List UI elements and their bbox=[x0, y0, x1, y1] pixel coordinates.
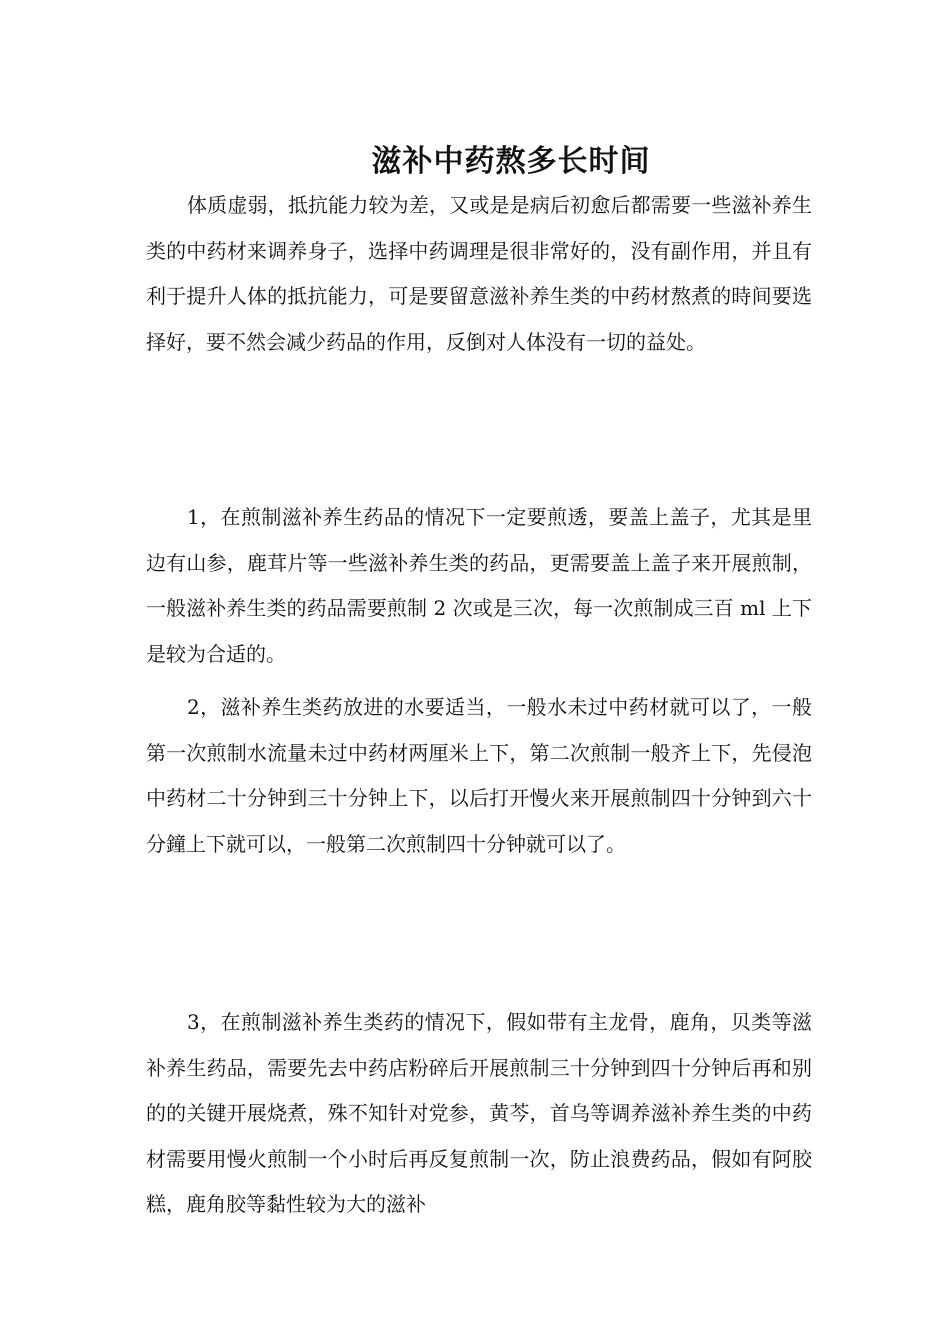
document-title: 滋补中药熬多长时间 bbox=[371, 144, 651, 180]
paragraph-step-1: 1，在煎制滋补养生药品的情况下一定要煎透，要盖上盖子，尤其是里边有山参，鹿茸片等一些滋补养生类的药品，更需要盖上盖子来开展煎制，一般滋补养生类的药品需要煎制 2 次或是三次，每一次煎制成三百 ml 上下是较为合适的。 bbox=[146, 505, 812, 666]
paragraph-step-3: 3，在煎制滋补养生类药的情况下，假如带有主龙骨，鹿角，贝类等滋补养生药品，需要先去中药店粉碎后开展煎制三十分钟到四十分钟后再和别的的关键开展烧煮，殊不知针对党参，黄芩，首乌等调养滋补养生类的中药材需要用慢火煎制一个小时后再反复煎制一次，防止浪费药品，假如有阿胶糕，鹿角胶等黏性较为大的滋补 bbox=[146, 1010, 812, 1216]
paragraph-intro: 体质虚弱，抵抗能力较为差，又或是是病后初愈后都需要一些滋补养生类的中药材来调养身子，选择中药调理是很非常好的，没有副作用，并且有利于提升人体的抵抗能力，可是要留意滋补养生类的中药材熬煮的時间要选择好，要不然会减少药品的作用，反倒对人体没有一切的益处。 bbox=[146, 193, 812, 354]
paragraph-step-2: 2，滋补养生类药放进的水要适当，一般水未过中药材就可以了，一般第一次煎制水流量未过中药材两厘米上下，第二次煎制一般齐上下，先侵泡中药材二十分钟到三十分钟上下，以后打开慢火来开展煎制四十分钟到六十分鐘上下就可以，一般第二次煎制四十分钟就可以了。 bbox=[146, 695, 812, 856]
